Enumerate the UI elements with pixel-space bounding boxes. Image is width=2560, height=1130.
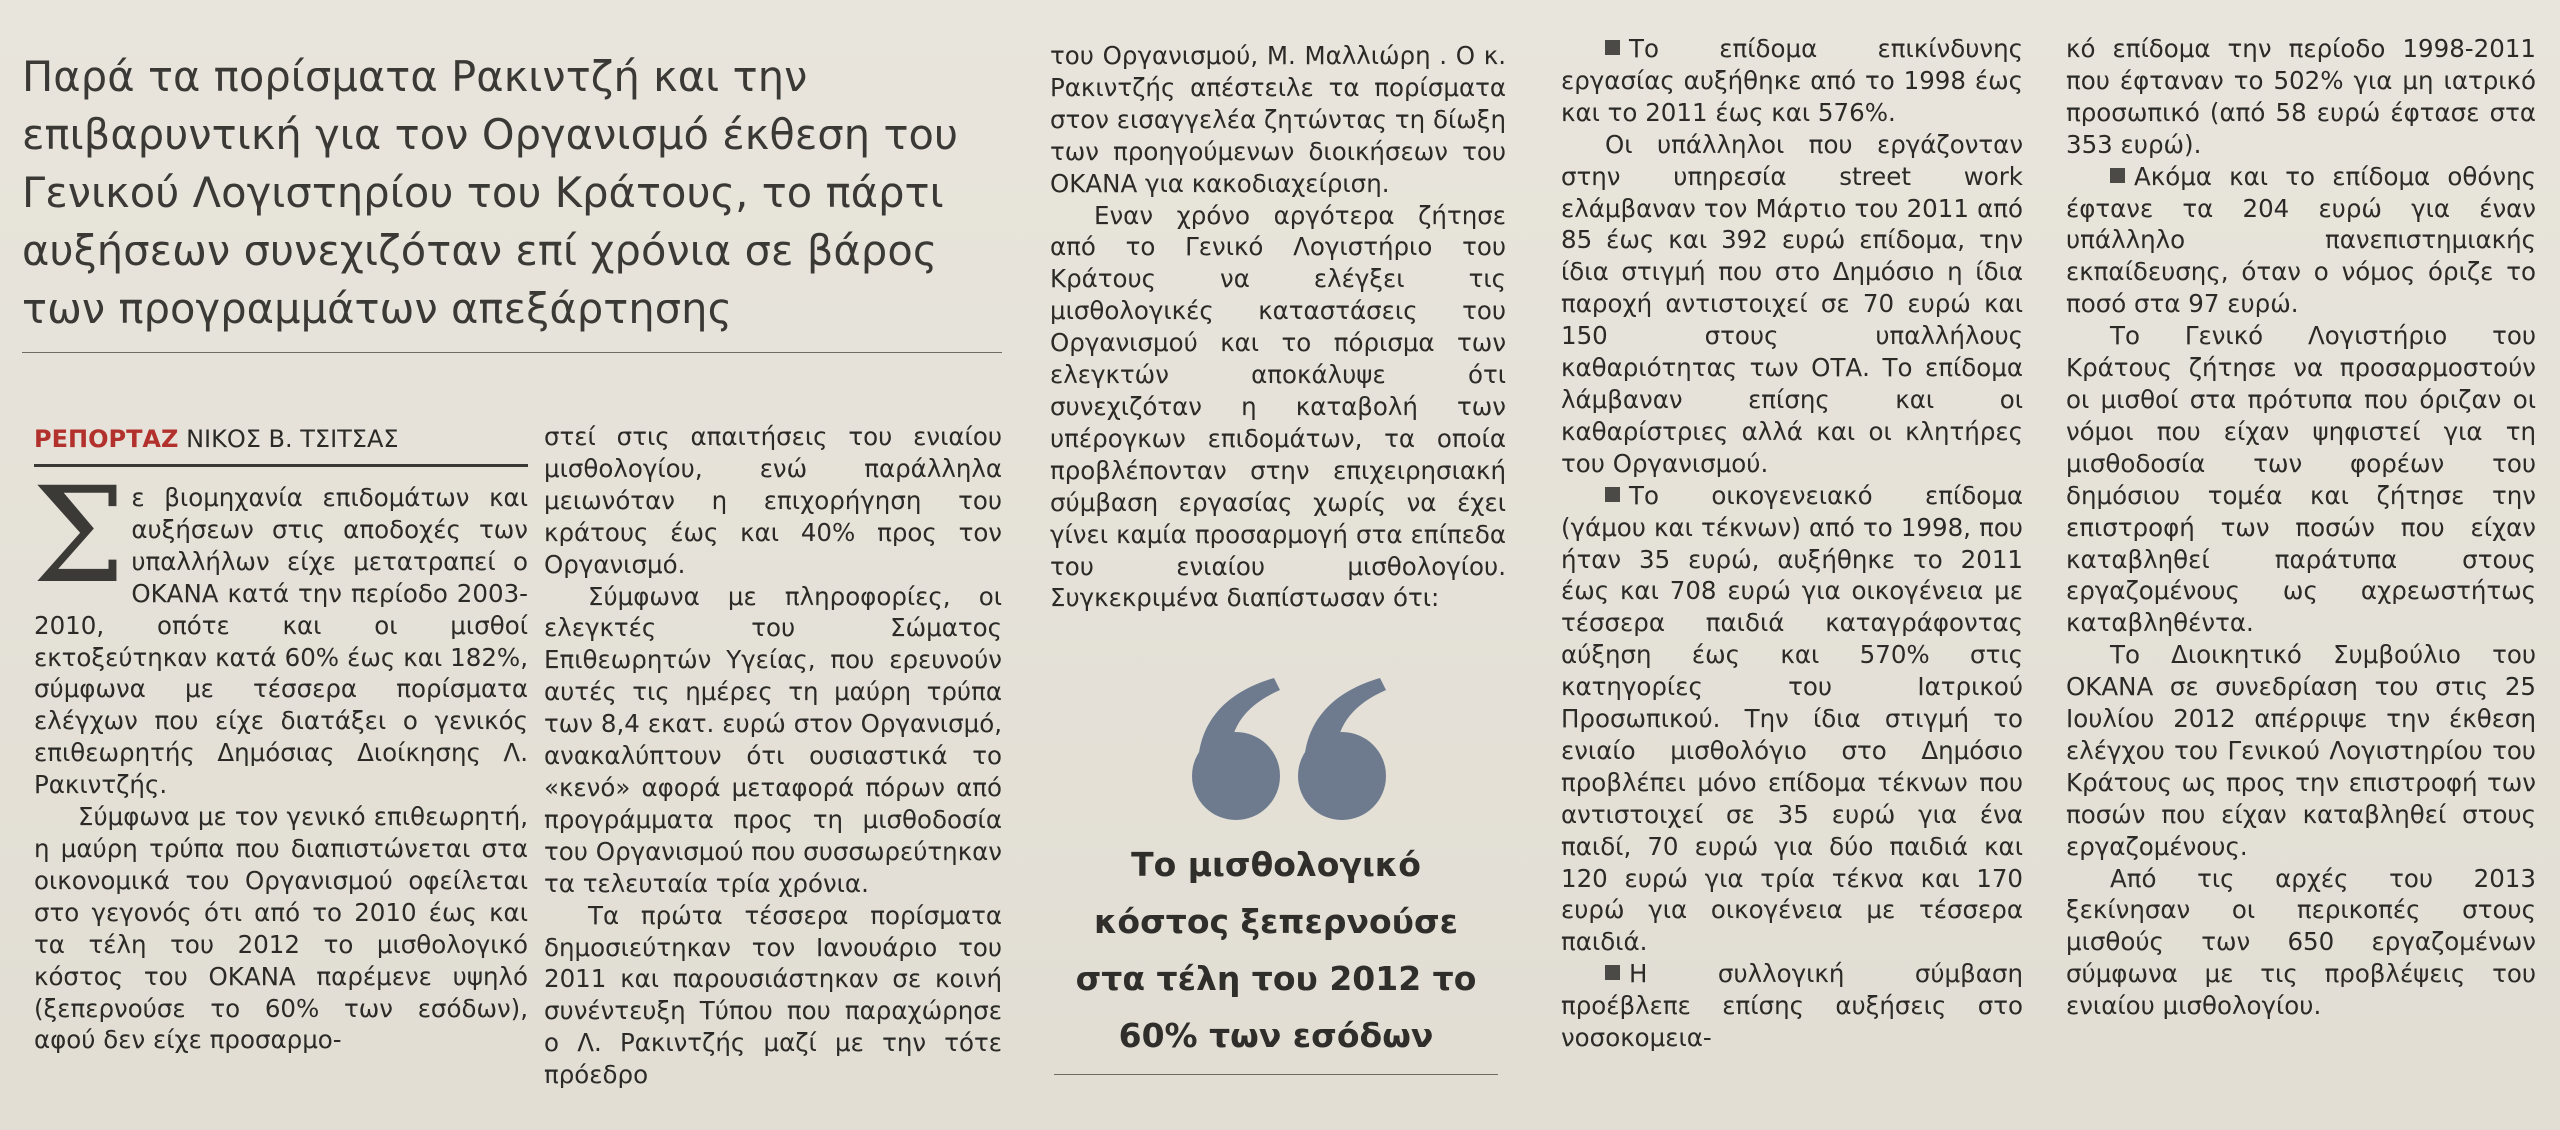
bullet-paragraph: Η συλλογική σύμβαση προέβλεπε επίσης αυξήσεις στο νοσοκομεια- <box>1561 959 2023 1053</box>
square-bullet-icon <box>2110 168 2125 183</box>
byline-author: ΝΙΚΟΣ Β. ΤΣΙΤΣΑΣ <box>186 425 399 453</box>
drop-cap: Σ <box>32 459 126 613</box>
paragraph: Από τις αρχές του 2013 ξεκίνησαν οι περικοπές στους μισθούς των 650 εργαζομένων σύμφωνα με τις προβλέψεις του ενιαίου μισθολογίου. <box>2066 863 2536 1021</box>
headline: Παρά τα πορίσματα Ρακιντζή και την επιβαρυντική για τον Οργανισμό έκθεση του Γενικού Λογιστηρίου του Κράτους, το πάρτι αυξήσεων συνεχιζόταν επί χρόνια σε βάρος των προγραμμάτων απεξάρτησης <box>22 52 959 333</box>
article-column-1 <box>32 459 528 1056</box>
paragraph: στεί στις απαιτήσεις του ενιαίου μισθολογίου, ενώ παράλληλα μειωνόταν η επιχορήγηση του κράτους έως και 40% προς τον Οργανισμό. <box>544 422 1002 579</box>
article-column-2 <box>544 421 1002 1091</box>
paragraph: του Οργανισμού, Μ. Μαλλιώρη . Ο κ. Ρακιντζής απέστειλε τα πορίσματα στον εισαγγελέα ζητώντας τη δίωξη των προηγούμενων διοικήσεων του ΟΚΑΝΑ για κακοδιαχείριση. <box>1050 41 1506 198</box>
paragraph: Σύμφωνα με τον γενικό επιθεωρητή, η μαύρη τρύπα που διαπιστώνεται στα οικονομικά του Οργανισμού οφείλεται στο γεγονός ότι από το 2010 έως και τα τέλη του 2012 το μισθολογικό κόστος του ΟΚΑΝΑ παρέμενε υψηλό (ξεπερνούσε το 60% των εσόδων), αφού δεν είχε προσαρμο- <box>34 802 528 1055</box>
headline-divider <box>22 352 1002 353</box>
paragraph: Τα πρώτα τέσσερα πορίσματα δημοσιεύτηκαν τον Ιανουάριο του 2011 και παρουσιάστηκαν σε κοινή συνέντευξη Τύπου που παραχώρησε ο Λ. Ρακιντζής μαζί με την τότε πρόεδρο <box>544 900 1002 1090</box>
square-bullet-icon <box>1605 40 1620 55</box>
pull-quote-divider <box>1054 1074 1498 1075</box>
paragraph: κό επίδομα την περίοδο 1998-2011 που έφταναν το 502% για μη ιατρικό προσωπικό (από 58 ευρώ έφτασε στα 353 ευρώ). <box>2066 34 2536 159</box>
article-column-5 <box>2066 33 2536 1022</box>
pull-quote-line: στα τέλη του 2012 το <box>1075 959 1477 998</box>
article-column-3 <box>1050 40 1506 614</box>
paragraph: Σύμφωνα με πληροφορίες, οι ελεγκτές του Σώματος Επιθεωρητών Υγείας, που ερευνούν αυτές τις ημέρες τη μαύρη τρύπα των 8,4 εκατ. ευρώ στον Οργανισμό, ανακαλύπτουν ότι ουσιαστικά το «κενό» αφορά μεταφορά πόρων από προγράμματα προς τη μισθοδοσία του Οργανισμού που συσσωρεύτηκαν τα τελευταία τρία χρόνια. <box>544 581 1002 898</box>
square-bullet-icon <box>1605 487 1620 502</box>
bullet-paragraph: Το επίδομα επικίνδυνης εργασίας αυξήθηκε από το 1998 έως και το 2011 έως και 576%. <box>1561 34 2023 127</box>
article-column-4 <box>1561 33 2023 1054</box>
paragraph: ε βιομηχανία επιδομάτων και αυξήσεων στις αποδοχές των υπαλλήλων είχε μετατραπεί ο ΟΚΑΝΑ κατά την περίοδο 2003-2010, οπότε και οι μισθοί εκτοξεύτηκαν κατά 60% έως και 182%, σύμφωνα με τέσσερα πορίσματα ελέγχων που είχε διατάξει ο γενικός επιθεωρητής Δημόσιας Διοίκησης Λ. Ρακιντζής. <box>34 483 528 800</box>
pull-quote-line: Το μισθολογικό <box>1131 845 1421 884</box>
pull-quote-line: 60% των εσόδων <box>1118 1016 1434 1055</box>
pull-quote <box>1048 680 1504 1090</box>
paragraph: Το Διοικητικό Συμβούλιο του ΟΚΑΝΑ σε συνεδρίαση του στις 25 Ιουλίου 2012 απέρριψε την έκθεση ελέγχου του Γενικού Λογιστηρίου του Κράτους ως προς την επιστροφή των ποσών που είχαν καταβληθεί στους εργαζομένους. <box>2066 640 2536 861</box>
pull-quote-line: κόστος ξεπερνούσε <box>1093 902 1459 941</box>
quote-marks-icon <box>1178 672 1398 832</box>
byline-kicker: ΡΕΠΟΡΤΑΖ <box>34 425 179 453</box>
square-bullet-icon <box>1605 965 1620 980</box>
bullet-paragraph: Το οικογενειακό επίδομα (γάμου και τέκνων) από το 1998, που ήταν 35 ευρώ, αυξήθηκε το 2011 έως και 708 ευρώ για οικογένεια με τέσσερα παιδιά καταγράφοντας αύξηση έως και 570% στις κατηγορίες του Ιατρικού Προσωπικού. Την ίδια στιγμή το ενιαίο μισθολόγιο στο Δημόσιο προβλέπει μόνο επίδομα τέκνων που αντιστοιχεί σε 35 ευρώ για ένα παιδί, 70 ευρώ για δύο παιδιά και 120 ευρώ για τρία τέκνα και 170 ευρώ για οικογένεια με τέσσερα παιδιά. <box>1561 480 2023 957</box>
paragraph: Οι υπάλληλοι που εργάζονταν στην υπηρεσία street work ελάμβαναν τον Μάρτιο του 2011 από 85 έως και 392 ευρώ επίδομα, την ίδια στιγμή που στο Δημόσιο η ίδια παροχή αντιστοιχεί σε 70 ευρώ και 150 στους υπαλλήλους καθαριότητας των ΟΤΑ. Το επίδομα λάμβαναν επίσης και οι καθαρίστριες αλλά και οι κλητήρες του Οργανισμού. <box>1561 129 2023 478</box>
paragraph: Το Γενικό Λογιστήριο του Κράτους ζήτησε να προσαρμοστούν οι μισθοί στα πρότυπα που όριζαν οι νόμοι που είχαν ψηφιστεί για τη μισθοδοσία των φορέων του δημόσιου τομέα και ζήτησε την επιστροφή των ποσών που είχαν καταβληθεί παράτυπα στους εργαζομένους ως αχρεωστήτως καταβληθέντα. <box>2066 321 2536 638</box>
paragraph: Εναν χρόνο αργότερα ζήτησε από το Γενικό Λογιστήριο του Κράτους να ελέγξει τις μισθολογικές καταστάσεις του Οργανισμού και το πόρισμα των ελεγκτών αποκάλυψε ότι συνεχιζόταν η καταβολή των υπέρογκων επιδομάτων, τα οποία προβλέπονταν στην επιχειρησιακή σύμβαση εργασίας χωρίς να έχει γίνει καμία προσαρμογή στα επίπεδα του ενιαίου μισθολογίου. Συγκεκριμένα διαπίστωσαν ότι: <box>1050 200 1506 613</box>
bullet-paragraph: Ακόμα και το επίδομα οθόνης έφτανε τα 204 ευρώ για έναν υπάλληλο πανεπιστημιακής εκπαίδευσης, όταν ο νόμος όριζε το ποσό στα 97 ευρώ. <box>2066 161 2536 319</box>
